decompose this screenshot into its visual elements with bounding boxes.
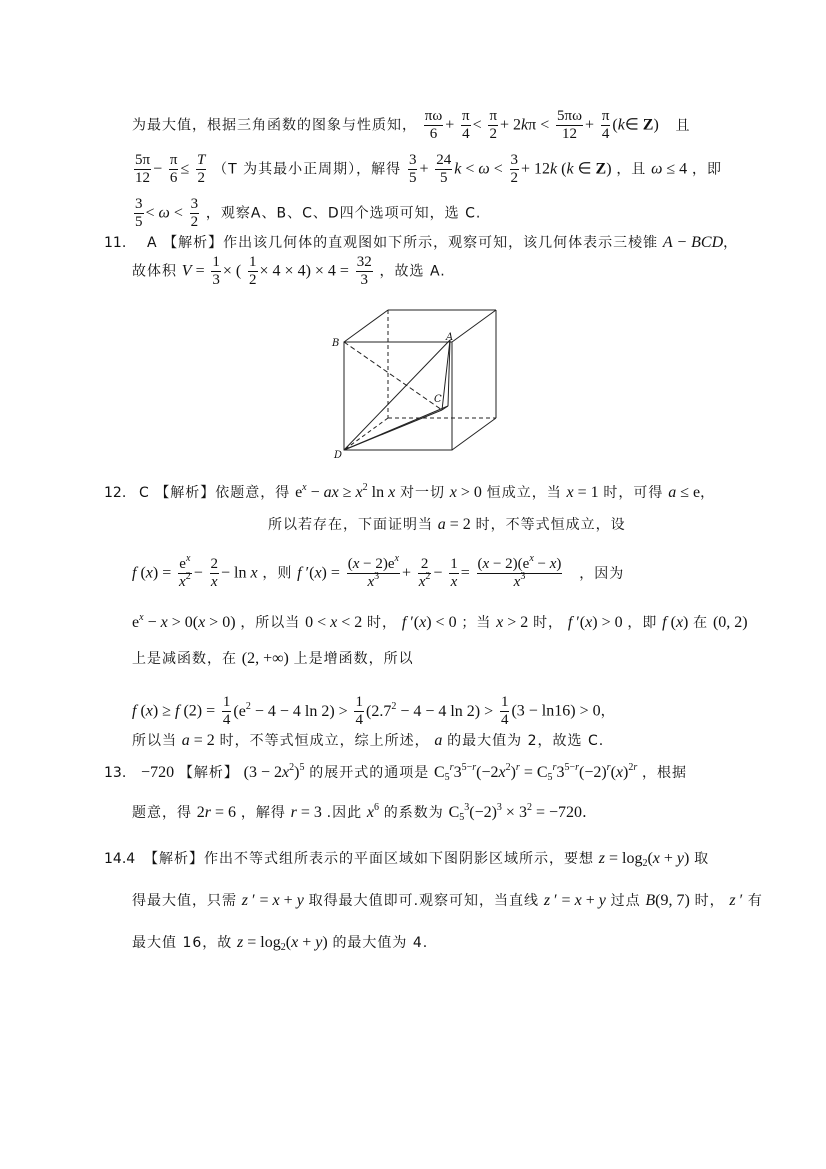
p12-line-5: 上是减函数，在 (2, +∞) 上是增函数，所以 — [132, 650, 414, 667]
p12-line-7: 所以当 a = 2 时，不等式恒成立，综上所述， a 的最大值为 2，故选 C. — [132, 732, 605, 749]
p12-line-1: 12. C 【解析】依题意，得 $e^x$ − ax ≥ $x^2$ ln x 对一切 x > 0 恒成立，当 x = 1 时，可得 a ≤ e， — [104, 482, 716, 501]
p13-line-1: 13. −720 【解析】 $(3 - 2x^2)^5$ 的展开式的通项是 $C_5^r3^{5-r}(-2x^2)^r = C_5^r3^{5-r}(-2)^r(x)^{2r}$ ，根据 — [104, 762, 688, 783]
p10-line-1: 为最大值，根据三角函数的图象与性质知， $\frac{\pi\omega}{6}$ + $\frac{\pi}{4}$ < $\frac{\pi}{2}$ + 2kπ < $\frac{5\pi\omega}{12}$ + $\frac{\pi}{4}$ (k∈ Z) 且 — [132, 108, 691, 142]
p10-line-3: $\frac{3}{5}$ < ω < $\frac{3}{2}$ ，观察A、B、C、D四个选项可知，选 C. — [135, 196, 482, 230]
p12-line-3: f (x) = $\frac{e^x}{x^2}$ − $\frac{2}{x}$ − ln x ，则 f ′(x) = $\frac{(x - 2)e^x}{x^3}$ + $\frac{2}{x^2}$ − $\frac{1}{x}$ = $\frac{(x - 2)(e^x - x)}{x^3}$ ，因为 — [132, 553, 625, 590]
p13-line-2: 题意，得 2r = 6 ，解得 r = 3 .因此 $x^6$ 的系数为 $C_5^3(-2)^3 \times 3^2 = -720$. — [132, 802, 587, 823]
vertex-label-d: D — [334, 450, 343, 458]
p14-line-3: 最大值 16，故 $z = \log_2(x + y)$ 的最大值为 4. — [132, 934, 429, 953]
cube-tetrahedron-figure — [330, 306, 500, 458]
vertex-label-c: C — [434, 394, 442, 405]
p12-line-2: 所以若存在，下面证明当 a = 2 时，不等式恒成立，设 — [268, 516, 626, 533]
answer-13: −720 — [141, 764, 175, 781]
p14-line-2: 得最大值，只需 z ′ = x + y 取得最大值即可.观察可知，当直线 z ′ = x + y 过点 B(9, 7) 时， z ′ 有 — [132, 892, 763, 909]
p11-line-1: 11. A 【解析】作出该几何体的直观图如下所示，观察可知，该几何体表示三棱锥 A − BCD， — [104, 234, 739, 251]
vertex-label-a: A — [446, 332, 454, 343]
fraction: $\frac{\pi\omega}{6}$ — [424, 108, 443, 142]
p11-line-2: 故体积 V = $\frac{1}{3}$ × ( $\frac{1}{2}$ × 4 × 4) × 4 = $\frac{32}{3}$ ，故选 A. — [132, 254, 446, 288]
p12-line-4: $e^x - x > 0(x > 0)$ ，所以当 0 < x < 2 时， f ′(x) < 0 ；当 x > 2 时， f ′(x) > 0 ，即 f (x) 在 (0, 2) — [132, 612, 748, 631]
vertex-label-b: B — [332, 338, 340, 349]
p14-line-1: 14.4 【解析】作出不等式组所表示的平面区域如下图阴影区域所示，要想 $z = \log_2(x + y)$ 取 — [104, 850, 710, 869]
p10-line-2: $\frac{5\pi}{12}$ − $\frac{\pi}{6}$ ≤ $\frac{T}{2}$ （T 为其最小正周期），解得 $\frac{3}{5}$ + $\frac{24}{5}$ k < ω < $\frac{3}{2}$ + 12k (k ∈ Z) ，且 ω ≤ 4 ，即 — [135, 152, 722, 186]
p12-line-6: f (x) ≥ f (2) = $\frac{1}{4}$ ($e^2 - 4 - 4$ ln 2) > $\frac{1}{4}$ ($2.7^2 - 4 - 4$ ln 2) > $\frac{1}{4}$ (3 − ln16) > 0， — [132, 694, 616, 728]
